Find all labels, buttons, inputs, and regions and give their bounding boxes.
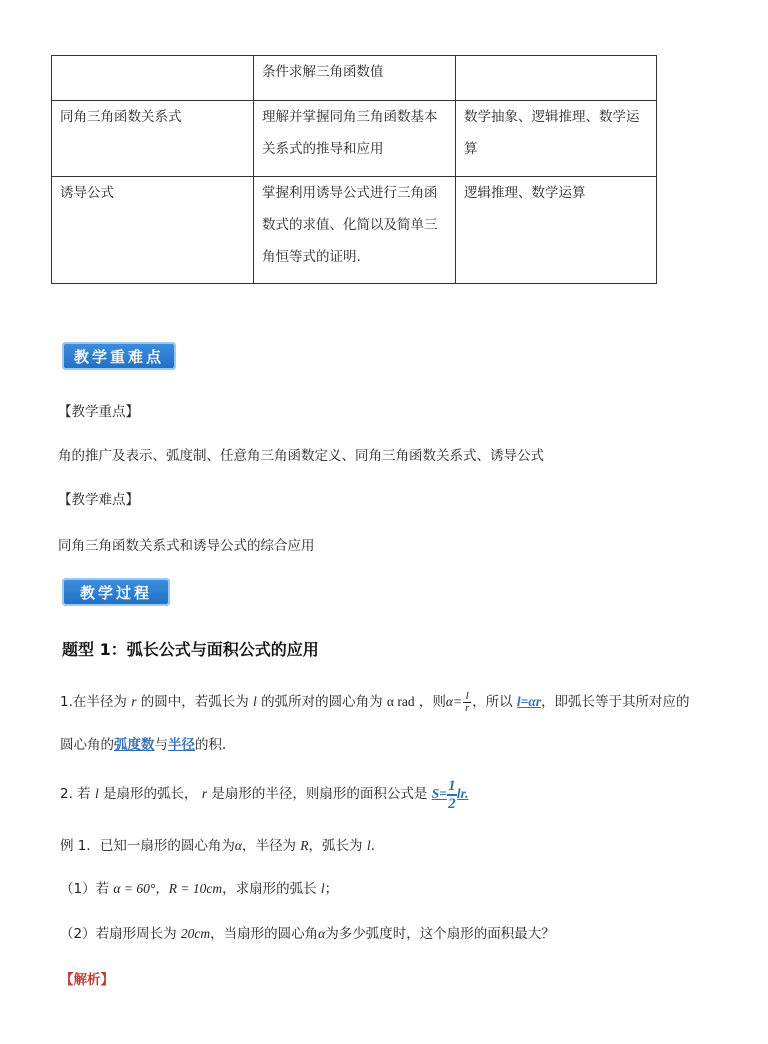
answer-fill: l=αr <box>516 694 542 709</box>
answer-fill: 弧度数 <box>114 737 155 753</box>
text: 的弧所对的圆心角为 <box>261 694 383 710</box>
text: 的积． <box>195 737 236 753</box>
section-badge-process: 教学过程 <box>62 578 170 606</box>
cell-text: 数学抽象、逻辑推理、数学运 <box>464 109 640 125</box>
math-var: l <box>94 786 99 802</box>
answer-fill: 半径 <box>168 737 195 753</box>
numerator: l <box>465 689 469 702</box>
key-points-label: 【教学重点】 <box>58 404 139 420</box>
text: 2. 若 <box>60 786 91 803</box>
formula-rhs: lr. <box>456 786 469 802</box>
math-var: α <box>318 926 326 941</box>
cell-text: 角恒等式的证明. <box>262 249 361 265</box>
key-points-text: 角的推广及表示、弧度制、任意角三角函数定义、同角三角函数关系式、诱导公式 <box>58 448 544 464</box>
table-cell <box>254 177 456 284</box>
denominator: r <box>464 701 470 714</box>
text: 与 <box>154 737 168 753</box>
answer-fill-area-formula <box>431 778 469 812</box>
text: 是扇形的弧长， <box>103 786 198 803</box>
cell-text: 掌握利用诱导公式进行三角函 <box>262 185 438 201</box>
math-expr: α = 60°，R = 10cm <box>113 881 223 896</box>
problem-type-heading: 题型 1：弧长公式与面积公式的应用 <box>62 640 319 659</box>
math-var: l <box>253 694 257 709</box>
paragraph-arc-length-cont <box>60 733 236 753</box>
table-cell <box>254 101 456 177</box>
table-cell <box>456 56 657 101</box>
example-question-2 <box>60 922 555 942</box>
example-1 <box>60 834 375 854</box>
text: ，求扇形的弧长 <box>222 881 317 897</box>
math-expr: α rad <box>386 694 415 709</box>
text: ，即弧长等于其所对应的 <box>541 694 690 710</box>
math-var: α <box>234 838 242 853</box>
text: 圆心角的 <box>60 737 114 753</box>
table-row <box>52 101 657 177</box>
text: 例 1．已知一扇形的圆心角为 <box>60 838 235 854</box>
section-badge-key-points: 教学重难点 <box>62 342 176 370</box>
math-var: r <box>131 694 137 709</box>
text: ，弧长为 <box>308 838 363 854</box>
table-row <box>52 177 657 284</box>
formula-lhs: S= <box>431 786 447 802</box>
cell-text: 数式的求值、化简以及简单三 <box>262 217 438 233</box>
cell-text: 条件求解三角函数值 <box>262 64 384 80</box>
text: 1.在半径为 <box>60 694 127 710</box>
text: ，则 <box>418 694 446 710</box>
cell-text: 逻辑推理、数学运算 <box>464 185 586 201</box>
table-cell <box>254 56 456 101</box>
table-cell <box>456 101 657 177</box>
cell-text: 算 <box>464 141 478 157</box>
analysis-label: 【解析】 <box>60 972 114 988</box>
text: ，所以 <box>472 694 513 710</box>
text: ，当扇形的圆心角 <box>210 926 319 942</box>
difficult-points-text: 同角三角函数关系式和诱导公式的综合应用 <box>58 538 315 554</box>
cell-text: 关系式的推导和应用 <box>262 141 384 157</box>
table-cell <box>456 177 657 284</box>
text: ； <box>324 881 339 897</box>
cell-text: 理解并掌握同角三角函数基本 <box>262 109 438 125</box>
text: （1）若 <box>60 881 110 897</box>
text: 的圆中，若弧长为 <box>140 694 249 710</box>
denominator: 2 <box>448 796 456 812</box>
math-var: r <box>201 786 208 802</box>
numerator: 1 <box>448 778 456 794</box>
text: （2）若扇形周长为 <box>60 926 177 942</box>
text: 是扇形的半径，则扇形的面积公式是 <box>211 786 428 803</box>
objectives-table <box>51 55 657 284</box>
paragraph-arc-length <box>60 690 690 714</box>
fraction <box>463 691 471 714</box>
fraction <box>447 778 457 812</box>
difficult-points-label: 【教学难点】 <box>58 492 139 508</box>
table-cell: 同角三角函数关系式 <box>52 101 254 177</box>
math-expr: 20cm <box>180 926 211 941</box>
table-cell: 诱导公式 <box>52 177 254 284</box>
text: 为多少弧度时，这个扇形的面积最大？ <box>325 926 555 942</box>
math-var: R <box>300 838 309 853</box>
example-question-1 <box>60 877 338 897</box>
text: . <box>370 838 375 854</box>
math-var: l <box>366 838 371 853</box>
table-row <box>52 56 657 101</box>
text: ，半径为 <box>241 838 296 854</box>
table-cell <box>52 56 254 101</box>
math-var: l <box>320 881 325 896</box>
math-expr: α= <box>445 694 463 709</box>
paragraph-sector-area <box>60 778 469 812</box>
